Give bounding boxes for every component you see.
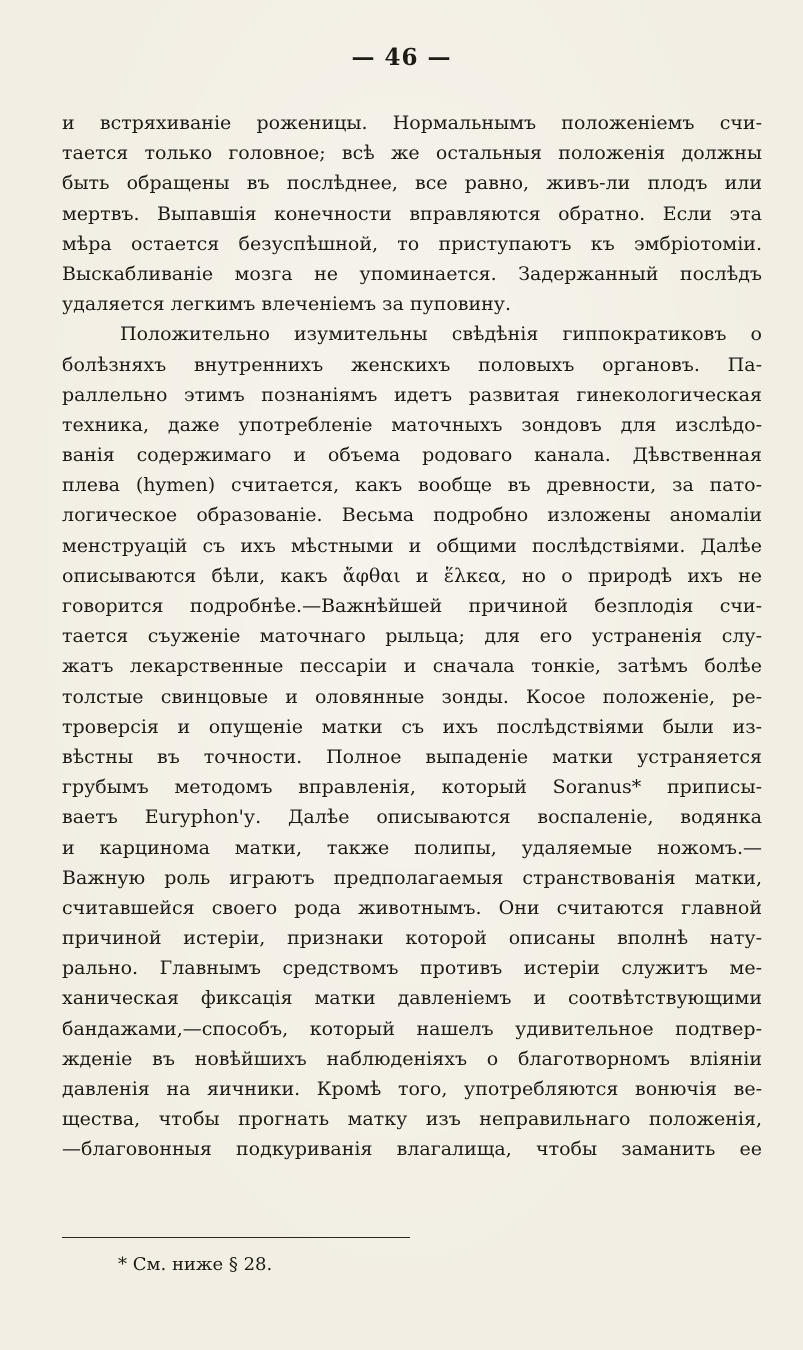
text-line: менструацій съ ихъ мѣстными и общими послѣдствіями. Далѣе bbox=[62, 534, 762, 557]
text-line: и встряхиваніе роженицы. Нормальнымъ положеніемъ счи- bbox=[62, 112, 762, 134]
text-line: считавшейся своего рода животнымъ. Они считаются главной bbox=[62, 896, 762, 919]
text-line: плева (hymen) считается, какъ вообще въ древности, за пато- bbox=[62, 474, 762, 497]
text-line: толстые свинцовые и оловянные зонды. Косое положеніе, ре- bbox=[62, 685, 762, 708]
page-number: — 46 — bbox=[351, 44, 452, 71]
text-line: причиной истеріи, признаки которой описаны вполнѣ нату- bbox=[62, 927, 762, 950]
text-line: мертвъ. Выпавшія конечности вправляются обратно. Если эта bbox=[62, 202, 762, 225]
text-line: техника, даже употребленіе маточныхъ зондовъ для изслѣдо- bbox=[62, 413, 762, 436]
text-line: описываются бѣли, какъ ἄφθαι и ἕλκεα, но о природѣ ихъ не bbox=[62, 564, 762, 587]
text-line: давленія на яичники. Кромѣ того, употребляются вонючія ве- bbox=[62, 1078, 762, 1100]
body-text bbox=[62, 108, 762, 1165]
text-line: ваетъ Euryphon'у. Далѣе описываются воспаленіе, водянка bbox=[62, 806, 762, 829]
text-line: тается съуженіе маточнаго рыльца; для его устраненія слу- bbox=[62, 625, 762, 648]
text-line: бандажами,—способъ, который нашелъ удивительное подтвер- bbox=[62, 1017, 762, 1040]
text-line: болѣзняхъ внутреннихъ женскихъ половыхъ органовъ. Па- bbox=[62, 353, 762, 376]
text-line: Положительно изумительны свѣдѣнія гиппократиковъ о bbox=[120, 323, 762, 346]
text-line: Выскабливаніе мозга не упоминается. Задержанный послѣдъ bbox=[62, 262, 762, 285]
footnote: * См. ниже § 28. bbox=[118, 1254, 273, 1275]
text-line: ханическая фиксація матки давленіемъ и соотвѣтствующими bbox=[62, 987, 762, 1010]
text-line: грубымъ методомъ вправленія, который Soranus* приписы- bbox=[62, 776, 762, 799]
text-line: логическое образованіе. Весьма подробно изложены аномаліи bbox=[62, 504, 762, 527]
text-line: рально. Главнымъ средствомъ противъ истеріи служитъ ме- bbox=[62, 957, 762, 980]
text-line: удаляется легкимъ влеченіемъ за пуповину. bbox=[62, 293, 512, 316]
text-line: раллельно этимъ познаніямъ идетъ развитая гинекологическая bbox=[62, 383, 762, 406]
text-line: вѣстны въ точности. Полное выпаденіе матки устраняется bbox=[62, 745, 762, 768]
text-line: жатъ лекарственные пессаріи и сначала тонкіе, затѣмъ болѣе bbox=[62, 655, 762, 678]
text-line: и карцинома матки, также полипы, удаляемые ножомъ.— bbox=[62, 836, 762, 859]
footnote-divider bbox=[62, 1237, 410, 1238]
text-line: ванія содержимаго и объема родоваго канала. Дѣвственная bbox=[62, 444, 762, 467]
text-line: —благовонныя подкуриванія влагалища, чтобы заманить ее bbox=[62, 1138, 762, 1161]
text-line: говорится подробнѣе.—Важнѣйшей причиной безплодія счи- bbox=[62, 595, 762, 617]
text-line: тается только головное; всѣ же остальныя положенія должны bbox=[62, 142, 762, 165]
text-line: Важную роль играютъ предполагаемыя странствованія матки, bbox=[62, 866, 762, 889]
text-line: жденіе въ новѣйшихъ наблюденіяхъ о благотворномъ вліяніи bbox=[62, 1047, 762, 1070]
text-line: быть обращены въ послѣднее, все равно, живъ-ли плодъ или bbox=[62, 172, 762, 195]
text-line: мѣра остается безуспѣшной, то приступаютъ къ эмбріотоміи. bbox=[62, 232, 762, 255]
text-line: троверсія и опущеніе матки съ ихъ послѣдствіями были из- bbox=[62, 715, 762, 738]
text-line: щества, чтобы прогнать матку изъ неправильнаго положенія, bbox=[62, 1108, 762, 1131]
